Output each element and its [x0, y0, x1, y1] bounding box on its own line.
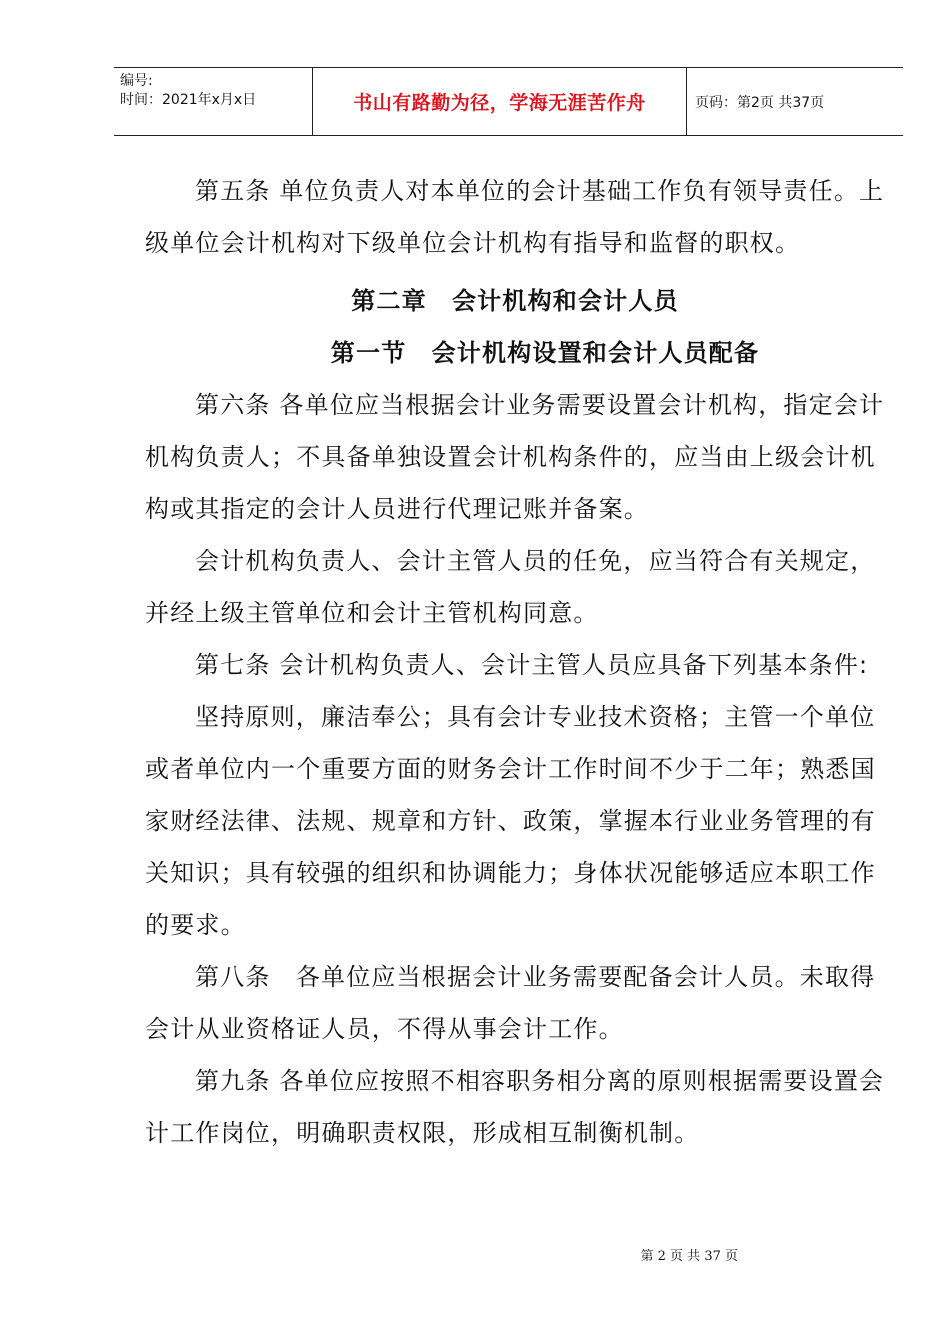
article-5: 第五条 单位负责人对本单位的会计基础工作负有领导责任。上级单位会计机构对下级单位会计机构有指导和监督的职权。	[145, 177, 885, 257]
page-header	[114, 67, 903, 136]
article-9: 第九条 各单位应按照不相容职务相分离的原则根据需要设置会计工作岗位，明确职责权限，形成相互制衡机制。	[145, 1067, 885, 1147]
article-6-para-2: 会计机构负责人、会计主管人员的任免，应当符合有关规定，并经上级主管单位和会计主管机构同意。	[145, 547, 876, 627]
document-body	[145, 165, 885, 1159]
page-footer	[0, 1245, 950, 1264]
article-6: 第六条 各单位应当根据会计业务需要设置会计机构，指定会计机构负责人；不具备单独设置会计机构条件的，应当由上级会计机构或其指定的会计人员进行代理记账并备案。	[145, 391, 885, 523]
chapter-heading: 第二章 会计机构和会计人员	[351, 287, 679, 315]
header-meta	[114, 68, 313, 135]
footer-page-number: 第 2 页 共 37 页	[640, 1249, 738, 1264]
header-page-info: 页码：第2页 共37页	[695, 94, 825, 111]
section-heading: 第一节 会计机构设置和会计人员配备	[330, 339, 760, 367]
article-7: 第七条 会计机构负责人、会计主管人员应具备下列基本条件:	[195, 651, 869, 679]
header-motto: 书山有路勤为径，学海无涯苦作舟	[313, 68, 687, 135]
time-label: 时间：2021年x月x日	[120, 92, 257, 108]
article-7-conditions: 坚持原则，廉洁奉公；具有会计专业技术资格；主管一个单位或者单位内一个重要方面的财务会计工作时间不少于二年；熟悉国家财经法律、法规、规章和方针、政策，掌握本行业业务管理的有关知识；具有较强的组织和协调能力；身体状况能够适应本职工作的要求。	[145, 703, 876, 939]
number-label: 编号:	[120, 73, 153, 89]
article-8: 第八条 各单位应当根据会计业务需要配备会计人员。未取得会计从业资格证人员，不得从事会计工作。	[145, 963, 876, 1043]
